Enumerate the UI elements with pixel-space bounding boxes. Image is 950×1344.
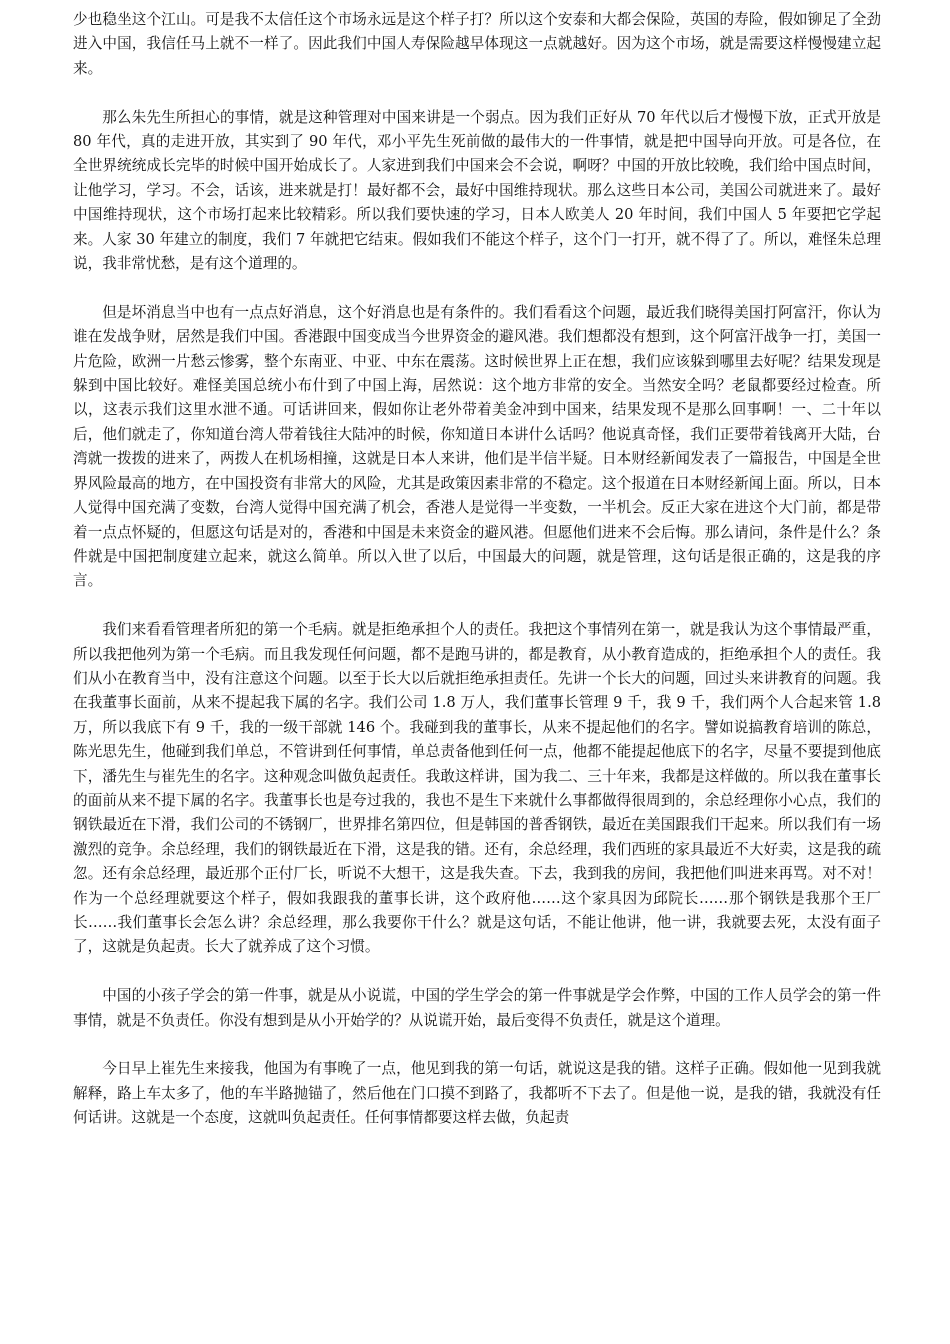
document-page (73, 8, 881, 1155)
paragraph-management-weakness: 那么朱先生所担心的事情，就是这种管理对中国来讲是一个弱点。因为我们正好从 70 年代以后才慢慢下放，正式开放是 80 年代，真的走进开放，其实到了 90 年代，邓小平先生死前做的最伟大的一件事情，就是把中国导向开放。可是各位，在全世界统统成长完毕的时候中国开始成长了。人家进到我们中国来会不会说，啊呀？中国的开放比较晚，我们给中国点时间，让他学习，学习。不会，话该，进来就是打！最好都不会，最好中国维持现状。那么这些日本公司，美国公司就进来了。最好中国维持现状，这个市场打起来比较精彩。所以我们要快速的学习，日本人欧美人 20 年时间，我们中国人 5 年要把它学起来。人家 30 年建立的制度，我们 7 年就把它结束。假如我们不能这个样子，这个门一打开，就不得了了。所以，难怪朱总理说，我非常忧愁，是有这个道理的。 (73, 108, 881, 273)
paragraph-safe-haven: 但是坏消息当中也有一点点好消息，这个好消息也是有条件的。我们看看这个问题，最近我们晓得美国打阿富汗，你认为谁在发战争财，居然是我们中国。香港跟中国变成当今世界资金的避风港。我们想都没有想到，这个阿富汗战争一打，美国一片危险，欧洲一片愁云惨雾，整个东南亚、中亚、中东在震荡。这时候世界上正在想，我们应该躲到哪里去好呢？结果发现是躲到中国比较好。难怪美国总统小布什到了中国上海，居然说：这个地方非常的安全。当然安全吗？老鼠都要经过检查。所以，这表示我们这里水泄不通。可话讲回来，假如你让老外带着美金冲到中国来，结果发现不是那么回事啊！一、二十年以后，他们就走了，你知道台湾人带着钱往大陆冲的时候，你知道日本讲什么话吗？他说真奇怪，我们正要带着钱离开大陆，台湾就一拨拨的进来了，两拨人在机场相撞，这就是日本人来讲，他们是半信半疑。日本财经新闻发表了一篇报告，中国是全世界风险最高的地方，在中国投资有非常大的风险，尤其是政策因素非常的不稳定。这个报道在日本财经新闻上面。所以，日本人觉得中国充满了变数，台湾人觉得中国充满了机会，香港人是觉得一半变数，一半机会。反正大家在进这个大门前，都是带着一点点怀疑的，但愿这句话是对的，香港和中国是未来资金的避风港。但愿他们进来不会后悔。那么请问，条件是什么？条件就是中国把制度建立起来，就这么简单。所以入世了以后，中国最大的问题，就是管理，这句话是很正确的，这是我的序言。 (73, 303, 881, 590)
paragraph-first-fault: 我们来看看管理者所犯的第一个毛病。就是拒绝承担个人的责任。我把这个事情列在第一，就是我认为这个事情最严重，所以我把他列为第一个毛病。而且我发现任何问题，都不是跑马讲的，都是教育，从小教育造成的，拒绝承担个人的责任。我们从小在教育当中，没有注意这个问题。以至于长大以后就拒绝承担责任。先讲一个长大的问题，回过头来讲教育的问题。我在我董事长面前，从来不提起我下属的名字。我们公司 1.8 万人，我们董事长管理 9 千，我 9 千，我们两个人合起来管 1.8 万，所以我底下有 9 千，我的一级干部就 146 个。我碰到我的董事长，从来不提起他们的名字。譬如说搞教育培训的陈总，陈光思先生，他碰到我们单总，不管讲到任何事情，单总责备他到任何一点，他都不能提起他底下的名字，尽量不要提到他底下，潘先生与崔先生的名字。这种观念叫做负起责任。我敢这样讲，国为我二、三十年来，我都是这样做的。所以我在董事长的面前从来不提下属的名字。我董事长也是夸过我的，我也不是生下来就什么事都做得很周到的，余总经理你小心点，我们的钢铁最近在下滑，我们公司的不锈钢厂，世界排名第四位，但是韩国的普香钢铁，最近在美国跟我们干起来。所以我们有一场激烈的竞争。余总经理，我们的钢铁最近在下滑，这是我的错。还有，余总经理，我们西班的家具最近不大好卖，这是我的疏忽。还有余总经理，最近那个正付厂长，听说不大想干，这是我失查。下去，我到我的房间，我把他们叫进来再骂。对不对！作为一个总经理就要这个样子，假如我跟我的董事长讲，这个政府他……这个家具因为邱院长……那个钢铁是我那个王厂长……我们董事长会怎么讲？余总经理，那么我要你干什么？就是这句话，不能让他讲，他一讲，我就要去死，太没有面子了，这就是负起责。长大了就养成了这个习惯。 (73, 621, 881, 956)
paragraph-children-lessons: 中国的小孩子学会的第一件事，就是从小说谎，中国的学生学会的第一件事就是学会作弊，中国的工作人员学会的第一件事情，就是不负责任。你没有想到是从小开始学的？从说谎开始，最后变得不负责任，就是这个道理。 (73, 987, 881, 1029)
paragraph-continued: 少也稳坐这个江山。可是我不太信任这个市场永远是这个样子打？所以这个安泰和大都会保险，英国的寿险，假如铆足了全劲进入中国，我信任马上就不一样了。因此我们中国人寿保险越早体现这一点就越好。因为这个市场，就是需要这样慢慢建立起来。 (73, 11, 881, 77)
paragraph-morning-example: 今日早上崔先生来接我，他国为有事晚了一点，他见到我的第一句话，就说这是我的错。这样子正确。假如他一见到我就解释，路上车太多了，他的车半路抛锚了，然后他在门口摸不到路了，我都听不下去了。但是他一说，是我的错，我就没有任何话讲。这就是一个态度，这就叫负起责任。任何事情都要这样去做，负起责 (73, 1060, 881, 1127)
